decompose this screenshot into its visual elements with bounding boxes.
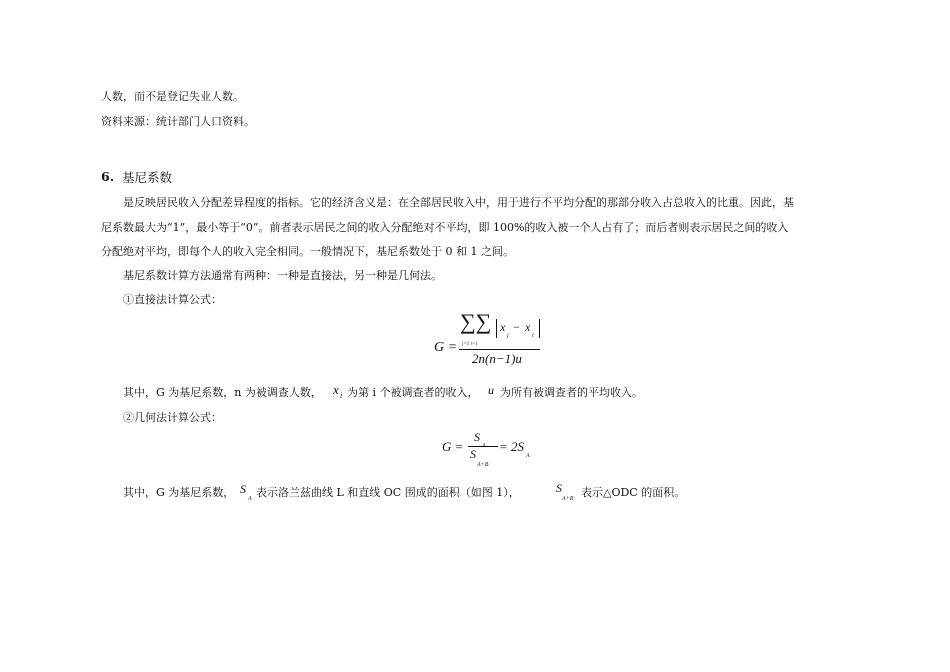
- formula1-fraction-bar: [459, 349, 540, 350]
- explain2-part-a: 其中，G 为基尼系数，: [123, 486, 235, 499]
- formula1-minus: −: [513, 320, 520, 334]
- abs-bar-right: [539, 319, 540, 338]
- formula2-rhs-sub: A: [526, 453, 530, 459]
- formula2-numerator: S: [474, 430, 480, 444]
- formula1-xi: x: [525, 320, 531, 334]
- explain1-part-a: 其中，G 为基尼系数，n 为被调查人数，: [123, 386, 322, 399]
- para1-line1: 是反映居民收入分配差异程度的指标。它的经济含义是：在全部居民收入中，用于进行不平均分配的那部分收入占总收入的比重。因此，基: [123, 196, 794, 209]
- inline-x-sub: i: [340, 391, 343, 400]
- formula1-lhs: G =: [434, 340, 458, 355]
- formula1-denominator: 2n(n−1)u: [472, 351, 522, 366]
- explain1-part-c: 为所有被调查者的平均收入。: [500, 386, 643, 399]
- formula1-xj: x: [500, 320, 506, 334]
- direct-method-title: ①直接法计算公式：: [123, 293, 222, 306]
- explain2-part-c: 表示△ODC 的面积。: [581, 486, 686, 499]
- section-number: 6.: [101, 169, 115, 184]
- inline-x: x: [333, 382, 339, 397]
- abs-bar-left: [496, 319, 497, 338]
- para1-line3: 分配绝对平均，即每个人的收入完全相同。一般情况下，基尼系数处于 0 和 1 之间。: [101, 245, 514, 258]
- explain1-part-b: 为第 i 个被调查者的收入，: [347, 386, 479, 399]
- formula2-rhs: = 2S: [499, 439, 525, 454]
- inline-sa-sub: A: [248, 496, 252, 502]
- source-line: 资料来源：统计部门人口资料。: [101, 115, 255, 128]
- formula2-lhs: G =: [442, 439, 464, 454]
- text-line-1: 人数，而不是登记失业人数。: [101, 90, 244, 103]
- formula2-denominator-sub: A+B: [477, 462, 489, 468]
- formula1-sub-j: j: [507, 333, 509, 339]
- para2: 基尼系数计算方法通常有两种：一种是直接法，另一种是几何法。: [123, 269, 442, 282]
- inline-u: u: [488, 383, 494, 397]
- formula2-denominator: S: [470, 447, 476, 461]
- formula1-sub-i: i: [532, 333, 534, 339]
- geometric-method-title: ②几何法计算公式：: [123, 411, 222, 424]
- section-title: 基尼系数: [122, 170, 173, 185]
- inline-sab: S: [556, 481, 562, 495]
- inline-sa: S: [240, 482, 246, 496]
- explain2-part-b: 表示洛兰兹曲线 L 和直线 OC 围成的面积（如图 1），: [256, 486, 520, 499]
- formula1-limits: j=1 i=1: [462, 342, 478, 347]
- para1-line2: 尼系数最大为“1”，最小等于“0”。前者表示居民之间的收入分配绝对不平均，即 100%的收入被一个人占有了；而后者则表示居民之间的收入: [101, 221, 789, 234]
- inline-sab-sub: A+B: [562, 496, 574, 502]
- formula1-sum: ∑∑: [460, 309, 492, 334]
